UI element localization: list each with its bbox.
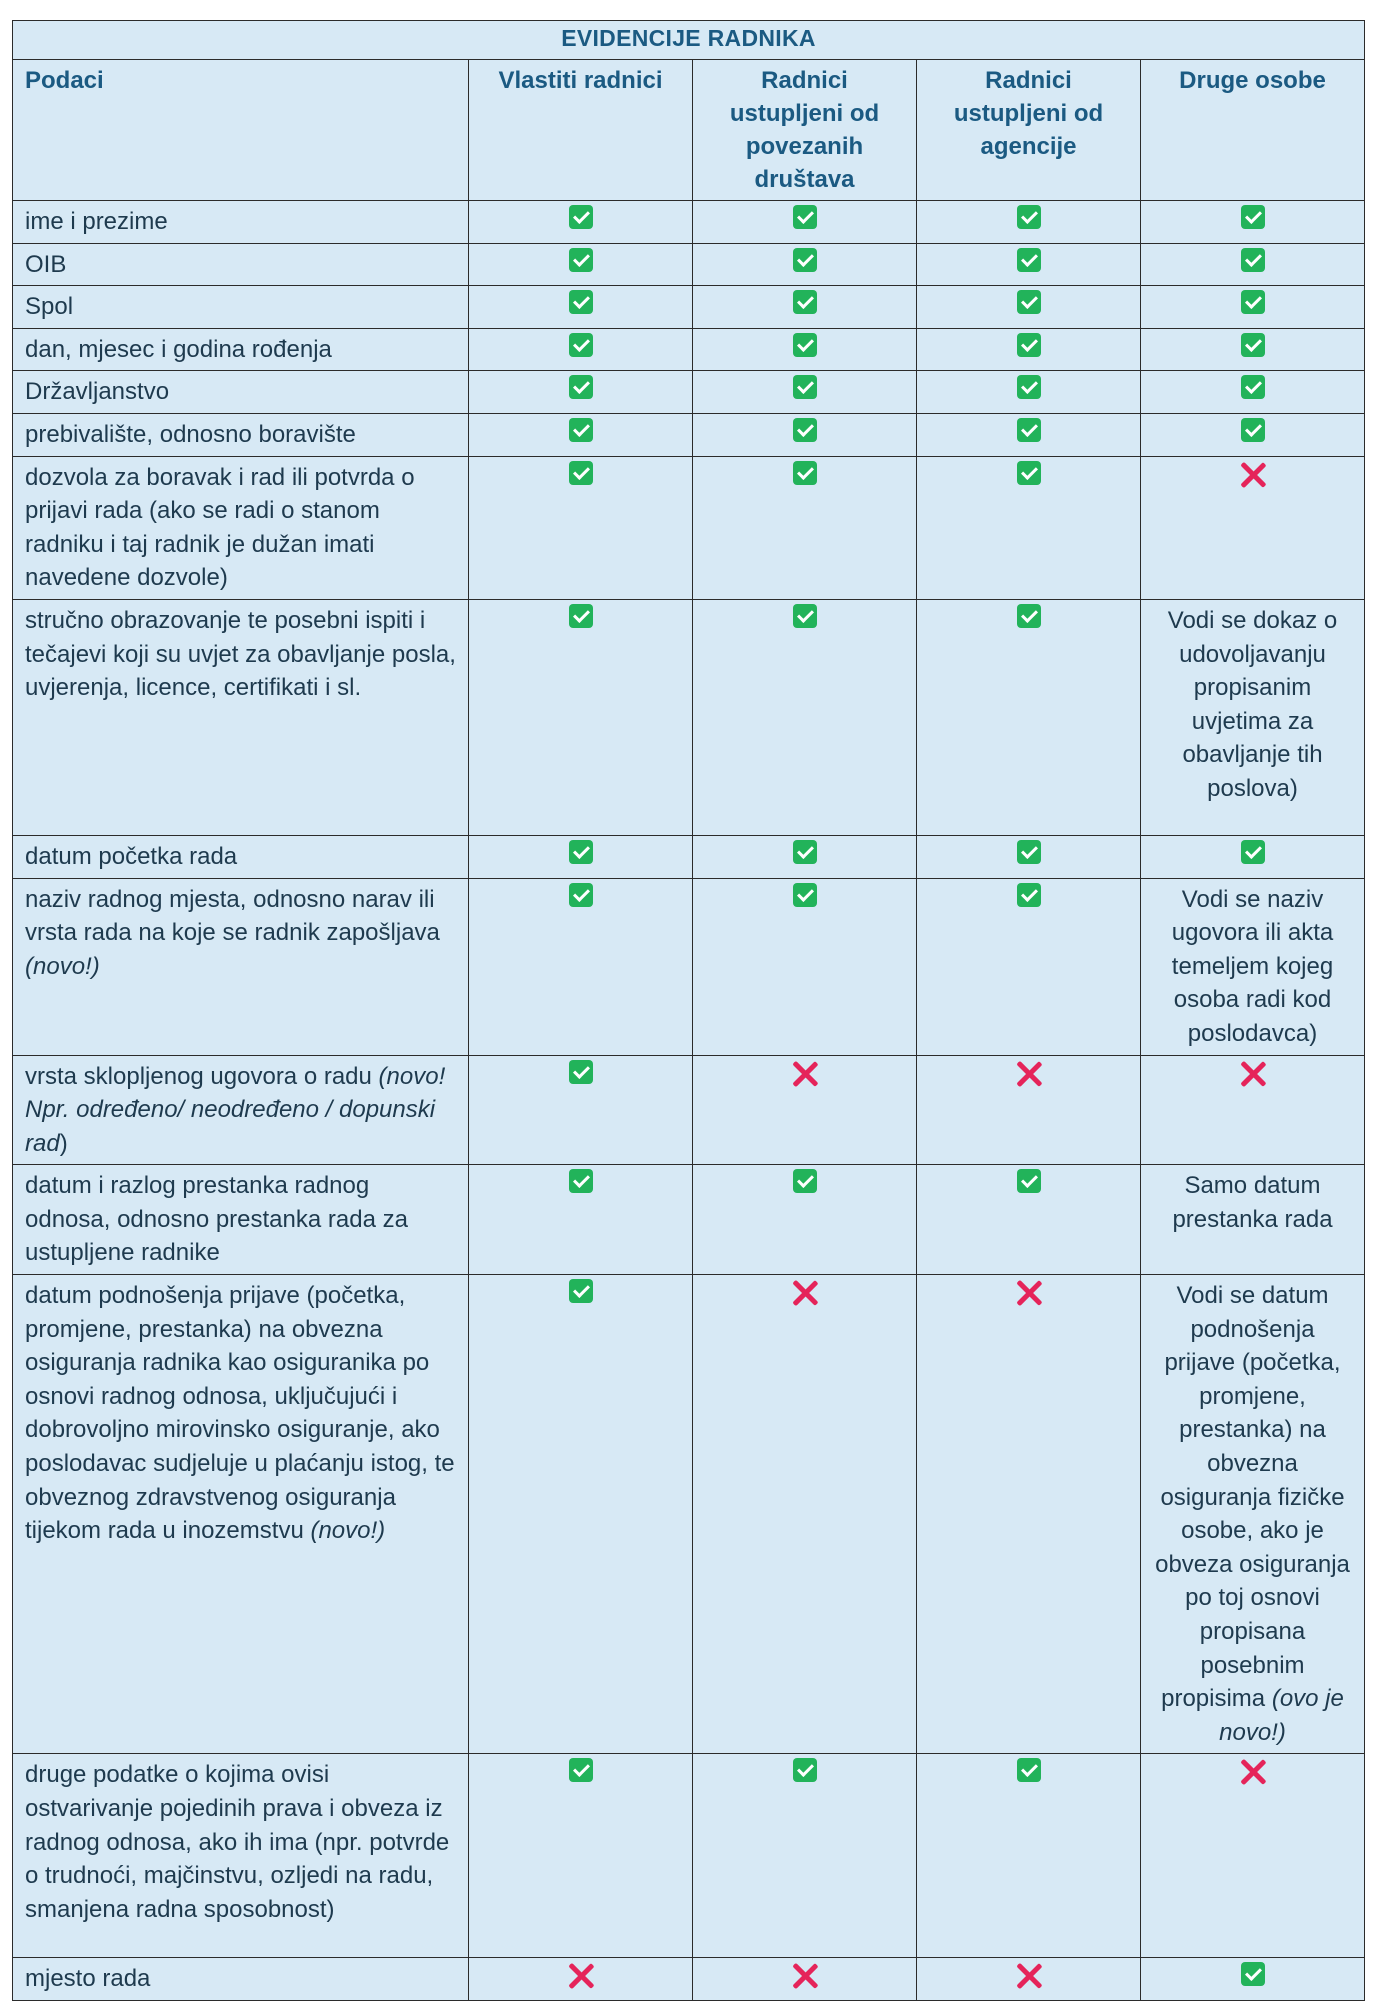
note-cell: [1141, 1165, 1365, 1275]
row-label-text: OIB: [25, 250, 67, 278]
table-title: EVIDENCIJE RADNIKA: [13, 21, 1365, 60]
header-row: [13, 60, 1365, 201]
mark-cell: [693, 371, 917, 414]
check-icon: [1017, 248, 1041, 272]
check-icon: [1017, 375, 1041, 399]
row-label: [13, 456, 469, 599]
mark-cell: [1141, 835, 1365, 878]
check-icon: [1017, 333, 1041, 357]
mark-cell: [693, 599, 917, 835]
table-row: [13, 1165, 1365, 1275]
column-header-povezana-drustva: Radnici ustupljeni od povezanih društava: [693, 60, 917, 201]
mark-cell: [1141, 1754, 1365, 1958]
check-icon: [793, 461, 817, 485]
check-icon: [793, 205, 817, 229]
mark-cell: [469, 286, 693, 329]
mark-cell: [469, 1055, 693, 1165]
mark-cell: [917, 413, 1141, 456]
cross-icon: [791, 1279, 819, 1307]
row-label: [13, 1055, 469, 1165]
table-row: [13, 286, 1365, 329]
row-label-text: dan, mjesec i godina rođenja: [25, 335, 332, 363]
note-text: Vodi se datum podnošenja prijave (početka, promjene, prestanka) na obvezna osiguranja fizičke osobe, ako je obveza osiguranja po toj osnovi propisana posebnim propisima: [1155, 1282, 1350, 1713]
row-label: [13, 1165, 469, 1275]
mark-cell: [1141, 1958, 1365, 2001]
mark-cell: [469, 413, 693, 456]
mark-cell: [917, 599, 1141, 835]
mark-cell: [693, 1055, 917, 1165]
check-icon: [569, 604, 593, 628]
row-label: [13, 413, 469, 456]
mark-cell: [917, 1165, 1141, 1275]
row-label: [13, 328, 469, 371]
row-label: [13, 1754, 469, 1958]
mark-cell: [469, 371, 693, 414]
check-icon: [569, 248, 593, 272]
table-row: [13, 413, 1365, 456]
check-icon: [1017, 883, 1041, 907]
note-text: Vodi se naziv ugovora ili akta temeljem kojeg osoba radi kod poslodavca): [1171, 885, 1334, 1047]
cross-icon: [567, 1962, 595, 1990]
check-icon: [1241, 248, 1265, 272]
mark-cell: [917, 1754, 1141, 1958]
check-icon: [793, 290, 817, 314]
check-icon: [793, 840, 817, 864]
row-label: [13, 243, 469, 286]
mark-cell: [917, 328, 1141, 371]
check-icon: [569, 1060, 593, 1084]
table-row: [13, 599, 1365, 835]
mark-cell: [693, 328, 917, 371]
check-icon: [1017, 1169, 1041, 1193]
cross-icon: [1015, 1060, 1043, 1088]
table-row: [13, 371, 1365, 414]
mark-cell: [469, 201, 693, 244]
mark-cell: [1141, 328, 1365, 371]
cross-icon: [1239, 1758, 1267, 1786]
row-label: [13, 878, 469, 1055]
mark-cell: [1141, 371, 1365, 414]
mark-cell: [917, 835, 1141, 878]
mark-cell: [917, 201, 1141, 244]
check-icon: [1017, 205, 1041, 229]
mark-cell: [469, 328, 693, 371]
mark-cell: [469, 456, 693, 599]
note-cell: [1141, 878, 1365, 1055]
check-icon: [569, 883, 593, 907]
mark-cell: [1141, 456, 1365, 599]
check-icon: [569, 205, 593, 229]
row-label-text: druge podatke o kojima ovisi ostvarivanje pojedinih prava i obveza iz radnog odnosa, ako ih ima (npr. potvrde o trudnoći, majčinstvu, ozljedi na radu, smanjena radna sposobnost): [25, 1761, 450, 1923]
table-row: [13, 201, 1365, 244]
mark-cell: [693, 835, 917, 878]
table-row: [13, 1275, 1365, 1754]
check-icon: [793, 248, 817, 272]
cross-icon: [791, 1962, 819, 1990]
mark-cell: [469, 1754, 693, 1958]
mark-cell: [469, 1165, 693, 1275]
check-icon: [793, 883, 817, 907]
row-label-text: stručno obrazovanje te posebni ispiti i tečajevi koji su uvjet za obavljanje posla, uvjerenja, licence, certifikati i sl.: [25, 606, 456, 702]
row-label-tail: ): [59, 1129, 68, 1157]
check-icon: [569, 1758, 593, 1782]
cross-icon: [1015, 1962, 1043, 1990]
check-icon: [1241, 333, 1265, 357]
table-row: [13, 1055, 1365, 1165]
mark-cell: [693, 1165, 917, 1275]
mark-cell: [1141, 413, 1365, 456]
check-icon: [569, 375, 593, 399]
check-icon: [793, 604, 817, 628]
row-label-text: datum početka rada: [25, 842, 238, 870]
row-label-text: prebivalište, odnosno boravište: [25, 420, 356, 448]
mark-cell: [693, 1958, 917, 2001]
check-icon: [1017, 418, 1041, 442]
mark-cell: [469, 1275, 693, 1754]
cross-icon: [791, 1060, 819, 1088]
row-label: [13, 599, 469, 835]
table-row: [13, 835, 1365, 878]
column-header-podaci: Podaci: [13, 60, 469, 201]
check-icon: [793, 1758, 817, 1782]
cross-icon: [1239, 461, 1267, 489]
mark-cell: [693, 286, 917, 329]
table-row: [13, 243, 1365, 286]
check-icon: [793, 1169, 817, 1193]
mark-cell: [1141, 201, 1365, 244]
mark-cell: [693, 413, 917, 456]
mark-cell: [693, 878, 917, 1055]
row-label-text: mjesto rada: [25, 1965, 151, 1993]
mark-cell: [469, 243, 693, 286]
note-italic: (ovo je novo!): [1219, 1685, 1344, 1746]
mark-cell: [1141, 1055, 1365, 1165]
column-header-agencija: Radnici ustupljeni od agencije: [917, 60, 1141, 201]
row-label: [13, 371, 469, 414]
check-icon: [569, 290, 593, 314]
row-label: [13, 286, 469, 329]
row-label: [13, 1275, 469, 1754]
mark-cell: [693, 201, 917, 244]
check-icon: [1017, 840, 1041, 864]
check-icon: [1241, 840, 1265, 864]
mark-cell: [693, 243, 917, 286]
mark-cell: [693, 1754, 917, 1958]
table-row: [13, 456, 1365, 599]
mark-cell: [469, 599, 693, 835]
row-label-text: ime i prezime: [25, 208, 168, 235]
mark-cell: [917, 1275, 1141, 1754]
row-label-text: vrsta sklopljenog ugovora o radu: [25, 1062, 372, 1090]
mark-cell: [917, 243, 1141, 286]
check-icon: [569, 333, 593, 357]
mark-cell: [917, 1055, 1141, 1165]
row-label-text: datum podnošenja prijave (početka, promjene, prestanka) na obvezna osiguranja radnika kao osiguranika po osnovi radnog odnosa, uključujući i dobrovoljno mirovinsko osiguranje, ako poslodavac sudjeluje u plaćanju istog, te obveznog zdravstvenog osiguranja tijekom rada u inozemstvu: [25, 1282, 455, 1545]
table-row: [13, 1754, 1365, 1958]
check-icon: [569, 840, 593, 864]
check-icon: [1017, 290, 1041, 314]
row-label-text: naziv radnog mjesta, odnosno narav ili vrsta rada na koje se radnik zapošljava: [25, 885, 440, 947]
table-row: [13, 878, 1365, 1055]
note-cell: [1141, 599, 1365, 835]
mark-cell: [693, 1275, 917, 1754]
title-row: [13, 21, 1365, 60]
table-wrapper: [12, 20, 1364, 2001]
check-icon: [1017, 604, 1041, 628]
row-label: [13, 835, 469, 878]
row-label: [13, 201, 469, 244]
cross-icon: [1015, 1279, 1043, 1307]
check-icon: [793, 418, 817, 442]
row-label-note: (novo! Npr. određeno/ neodređeno / dopunski rad: [25, 1062, 446, 1157]
check-icon: [569, 418, 593, 442]
row-label-note: (novo!): [25, 952, 100, 980]
check-icon: [1241, 1962, 1265, 1986]
check-icon: [1241, 418, 1265, 442]
check-icon: [1241, 290, 1265, 314]
check-icon: [1241, 375, 1265, 399]
records-table: [12, 20, 1365, 2001]
check-icon: [793, 375, 817, 399]
table-row: [13, 328, 1365, 371]
note-cell: [1141, 1275, 1365, 1754]
mark-cell: [1141, 286, 1365, 329]
check-icon: [569, 1279, 593, 1303]
row-label: [13, 1958, 469, 2001]
mark-cell: [693, 456, 917, 599]
check-icon: [569, 1169, 593, 1193]
mark-cell: [917, 878, 1141, 1055]
row-label-text: Državljanstvo: [25, 378, 170, 406]
mark-cell: [1141, 243, 1365, 286]
note-text: Vodi se dokaz o udovoljavanju propisanim uvjetima za obavljanje tih poslova): [1167, 606, 1338, 802]
mark-cell: [917, 286, 1141, 329]
mark-cell: [917, 1958, 1141, 2001]
mark-cell: [917, 456, 1141, 599]
mark-cell: [917, 371, 1141, 414]
check-icon: [1017, 1758, 1041, 1782]
table-row: [13, 1958, 1365, 2001]
check-icon: [1241, 205, 1265, 229]
check-icon: [793, 333, 817, 357]
column-header-vlastiti: Vlastiti radnici: [469, 60, 693, 201]
check-icon: [1017, 461, 1041, 485]
table-body: [13, 201, 1365, 2001]
cross-icon: [1239, 1060, 1267, 1088]
column-header-druge-osobe: Druge osobe: [1141, 60, 1365, 201]
check-icon: [569, 461, 593, 485]
mark-cell: [469, 835, 693, 878]
mark-cell: [469, 878, 693, 1055]
row-label-text: datum i razlog prestanka radnog odnosa, odnosno prestanka rada za ustupljene radnike: [25, 1172, 408, 1267]
note-text: Samo datum prestanka rada: [1172, 1172, 1333, 1233]
row-label-note: (novo!): [310, 1517, 386, 1545]
row-label-text: Spol: [25, 293, 74, 321]
row-label-text: dozvola za boravak i rad ili potvrda o prijavi rada (ako se radi o stanom radniku i taj radnik je dužan imati navedene dozvole): [25, 463, 415, 592]
mark-cell: [469, 1958, 693, 2001]
